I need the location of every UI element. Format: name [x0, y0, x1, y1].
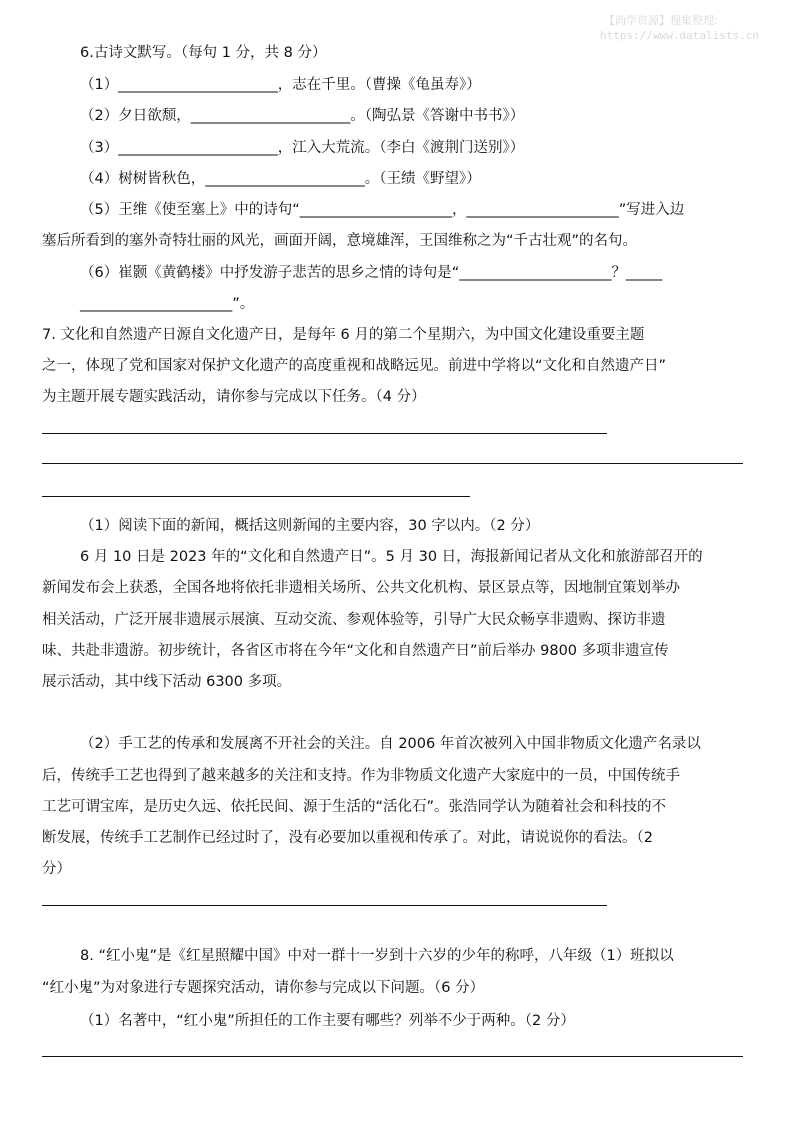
q7-sub1: （1）阅读下面的新闻，概括这则新闻的主要内容，30 字以内。（2 分）	[80, 518, 540, 534]
q6-item-5-line2: 塞后所看到的塞外奇特壮丽的风光，画面开阔，意境雄浑，王国维称之为“千古壮观”的名句。	[42, 233, 638, 249]
q6-item-6-line2: _____________________”。	[80, 296, 255, 312]
q6-item-2: （2）夕日欲颓，______________________。（陶弘景《答谢中书书》）	[80, 108, 525, 124]
q6-item-1: （1）______________________，志在千里。（曹操《龟虽寿》）	[80, 77, 481, 93]
answer-line[interactable]	[42, 496, 470, 497]
q7-intro-line1: 7. 文化和自然遗产日源自文化遗产日，是每年 6 月的第二个星期六，为中国文化建设重要主题	[42, 327, 645, 343]
answer-line[interactable]	[42, 905, 607, 906]
q6-title: 6.古诗文默写。（每句 1 分，共 8 分）	[80, 45, 327, 61]
q7-intro-line3: 为主题开展专题实践活动，请你参与完成以下任务。（4 分）	[42, 389, 426, 405]
q6-item-4: （4）树树皆秋色，______________________。（王绩《野望》）	[80, 171, 481, 187]
q7-sub2-line2: 后，传统手工艺也得到了越来越多的关注和支持。作为非物质文化遗产大家庭中的一员，中国传统手	[42, 768, 680, 784]
q7-intro-line2: 之一，体现了党和国家对保护文化遗产的高度重视和战略远见。前进中学将以“文化和自然遗产日”	[42, 358, 667, 374]
q7-sub2-line4: 断发展，传统手工艺制作已经过时了，没有必要加以重视和传承了。对此，请说说你的看法。（2	[42, 830, 653, 846]
q7-sub2-line3: 工艺可谓宝库，是历史久远、依托民间、源于生活的“活化石”。张浩同学认为随着社会和科技的不	[42, 799, 667, 815]
news-line1: 6 月 10 日是 2023 年的“文化和自然遗产日”。5 月 30 日，海报新闻记者从文化和旅游部召开的	[80, 549, 703, 565]
news-line3: 相关活动，广泛开展非遗展示展演、互动交流、参观体验等，引导广大民众畅享非遗购、探访非遗	[42, 612, 666, 628]
news-line5: 展示活动，其中线下活动 6300 多项。	[42, 674, 292, 690]
watermark-line2: https://www.datalists.cn	[600, 29, 759, 42]
q7-sub2-line1: （2）手工艺的传承和发展离不开社会的关注。自 2006 年首次被列入中国非物质文化遗产名录以	[80, 736, 701, 752]
q6-item-3: （3）______________________，江入大荒流。（李白《渡荆门送别》）	[80, 140, 525, 156]
answer-line[interactable]	[42, 1056, 743, 1057]
answer-line[interactable]	[42, 463, 743, 464]
news-line4: 味、共赴非遗游。初步统计，各省区市将在今年“文化和自然遗产日”前后举办 9800 多项非遗宣传	[42, 643, 669, 659]
news-line2: 新闻发布会上获悉，全国各地将依托非遗相关场所、公共文化机构、景区景点等，因地制宜策划举办	[42, 580, 680, 596]
watermark-line1: 【尚学资源】搜集整理:	[604, 14, 718, 27]
q7-sub2-line5: 分）	[42, 861, 71, 877]
q8-intro-line1: 8. “红小鬼”是《红星照耀中国》中对一群十一岁到十六岁的少年的称呼，八年级（1）班拟以	[80, 948, 674, 964]
answer-line[interactable]	[42, 433, 607, 434]
q6-item-6-line1: （6）崔颢《黄鹤楼》中抒发游子悲苦的思乡之情的诗句是“_____________________？_____	[80, 265, 663, 281]
q8-intro-line2: “红小鬼”为对象进行专题探究活动，请你参与完成以下问题。（6 分）	[42, 980, 485, 996]
q6-item-5-line1: （5）王维《使至塞上》中的诗句“_____________________，_____________________”写进入边	[80, 202, 685, 218]
q8-sub1: （1）名著中，“红小鬼”所担任的工作主要有哪些？列举不少于两种。（2 分）	[80, 1013, 575, 1029]
